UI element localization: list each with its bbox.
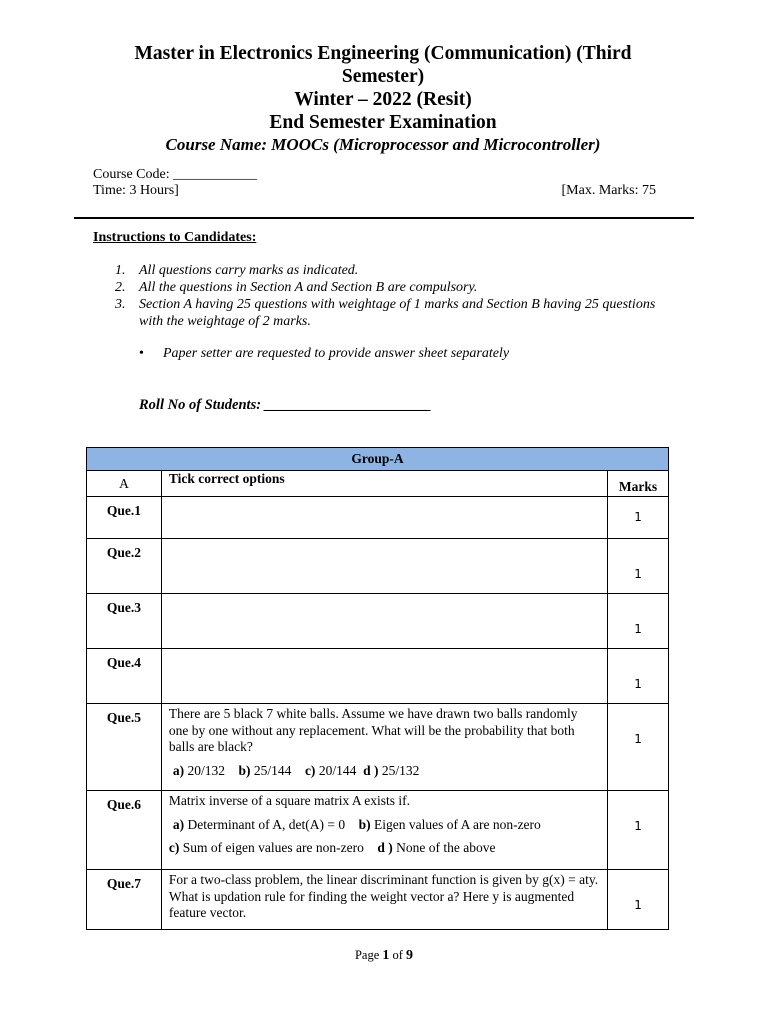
- question-text: There are 5 black 7 white balls. Assume we have drawn two balls randomly one by one without any replacement. What will be the probability that both balls are black?: [168, 706, 578, 754]
- max-marks: [Max. Marks: 75: [561, 183, 656, 198]
- option-c-label: c): [304, 762, 316, 778]
- question-number: Que.2: [87, 539, 162, 594]
- question-marks: 1: [608, 497, 669, 539]
- column-header-row: [87, 471, 669, 497]
- option-b: Eigen values of A are non-zero: [370, 816, 541, 832]
- question-options-row-2: [169, 840, 600, 857]
- question-text: Matrix inverse of a square matrix A exists if.: [168, 793, 410, 808]
- option-b: 25/144: [250, 762, 292, 778]
- roll-number-field: Roll No of Students: _______________________: [139, 397, 432, 413]
- paper-setter-note: [139, 346, 509, 362]
- question-body: [161, 649, 607, 704]
- title-line-2: Semester): [341, 66, 425, 87]
- option-d-label: d ): [377, 840, 393, 855]
- instruction-item: [115, 262, 675, 279]
- instruction-text: All questions carry marks as indicated.: [139, 263, 359, 278]
- page-total: 9: [406, 948, 414, 963]
- group-header-row: [87, 448, 669, 471]
- question-body: [161, 594, 607, 649]
- instruction-text: All the questions in Section A and Section B are compulsory.: [139, 280, 478, 295]
- table-row: [87, 497, 669, 539]
- page-word: Page: [354, 948, 380, 962]
- question-number: Que.4: [87, 649, 162, 704]
- table-row: [87, 649, 669, 704]
- header-divider: [74, 217, 694, 219]
- question-marks: 1: [608, 539, 669, 594]
- exam-title-block: [100, 42, 666, 156]
- instruction-number: 2.: [115, 280, 126, 295]
- question-table: [86, 447, 669, 930]
- option-a: 20/132: [184, 762, 226, 778]
- question-number: Que.1: [87, 497, 162, 539]
- column-tick-header: Tick correct options: [161, 471, 607, 497]
- instruction-number: 1.: [115, 263, 126, 278]
- table-row: [87, 539, 669, 594]
- title-line-1: Master in Electronics Engineering (Communication) (Third: [134, 43, 632, 64]
- option-b-label: b): [238, 762, 251, 778]
- option-d: None of the above: [392, 840, 496, 855]
- course-name: Course Name: MOOCs (Microprocessor and Microcontroller): [165, 135, 601, 154]
- option-a-label: a): [172, 762, 185, 778]
- instruction-text: Section A having 25 questions with weightage of 1 marks and Section B having 25 questions with the weightage of 2 marks.: [139, 297, 656, 329]
- column-a-header: A: [87, 471, 162, 497]
- table-row: [87, 791, 669, 870]
- question-number: Que.6: [87, 791, 162, 870]
- time-marks-row: [93, 183, 656, 199]
- instruction-number: 3.: [115, 297, 126, 312]
- option-d: 25/132: [378, 762, 420, 778]
- question-body: [161, 539, 607, 594]
- question-options-row-1: [169, 817, 600, 834]
- question-body: [161, 870, 607, 930]
- question-marks: 1: [608, 649, 669, 704]
- option-a-label: a): [172, 816, 185, 832]
- option-a: Determinant of A, det(A) = 0: [184, 816, 346, 832]
- course-code: Course Code: ____________: [93, 167, 258, 182]
- title-line-3: Winter – 2022 (Resit): [294, 89, 472, 110]
- question-text: For a two-class problem, the linear discriminant function is given by g(x) = aty. What is updation rule for finding the weight vector a? Here y is augmented feature vector.: [168, 872, 599, 920]
- option-c-label: c): [168, 840, 180, 855]
- option-c: 20/144: [315, 762, 357, 778]
- question-body: [161, 497, 607, 539]
- question-number: Que.5: [87, 704, 162, 791]
- option-d-label: d ): [363, 762, 379, 778]
- question-body: [161, 704, 607, 791]
- page-footer: [0, 948, 768, 964]
- instructions-heading: Instructions to Candidates:: [93, 230, 257, 245]
- question-body: [161, 791, 607, 870]
- instruction-item: [115, 296, 675, 330]
- column-marks-header: Marks: [608, 471, 669, 497]
- question-marks: 1: [608, 791, 669, 870]
- paper-setter-note-text: Paper setter are requested to provide answer sheet separately: [163, 346, 510, 361]
- question-marks: 1: [608, 704, 669, 791]
- table-row: [87, 870, 669, 930]
- question-options: [169, 763, 600, 780]
- question-number: Que.3: [87, 594, 162, 649]
- table-row: [87, 594, 669, 649]
- question-marks: 1: [608, 594, 669, 649]
- instruction-item: [115, 279, 675, 296]
- time-allowed: Time: 3 Hours]: [93, 183, 179, 198]
- question-number: Que.7: [87, 870, 162, 930]
- option-b-label: b): [358, 816, 371, 832]
- title-line-4: End Semester Examination: [269, 112, 497, 133]
- group-a-header: Group-A: [87, 448, 669, 471]
- of-word: of: [392, 948, 403, 962]
- question-marks: 1: [608, 870, 669, 930]
- option-c: Sum of eigen values are non-zero: [179, 840, 364, 855]
- bullet-icon: •: [139, 346, 144, 361]
- page-number: 1: [382, 948, 390, 963]
- instructions-list: [115, 262, 675, 330]
- table-row: [87, 704, 669, 791]
